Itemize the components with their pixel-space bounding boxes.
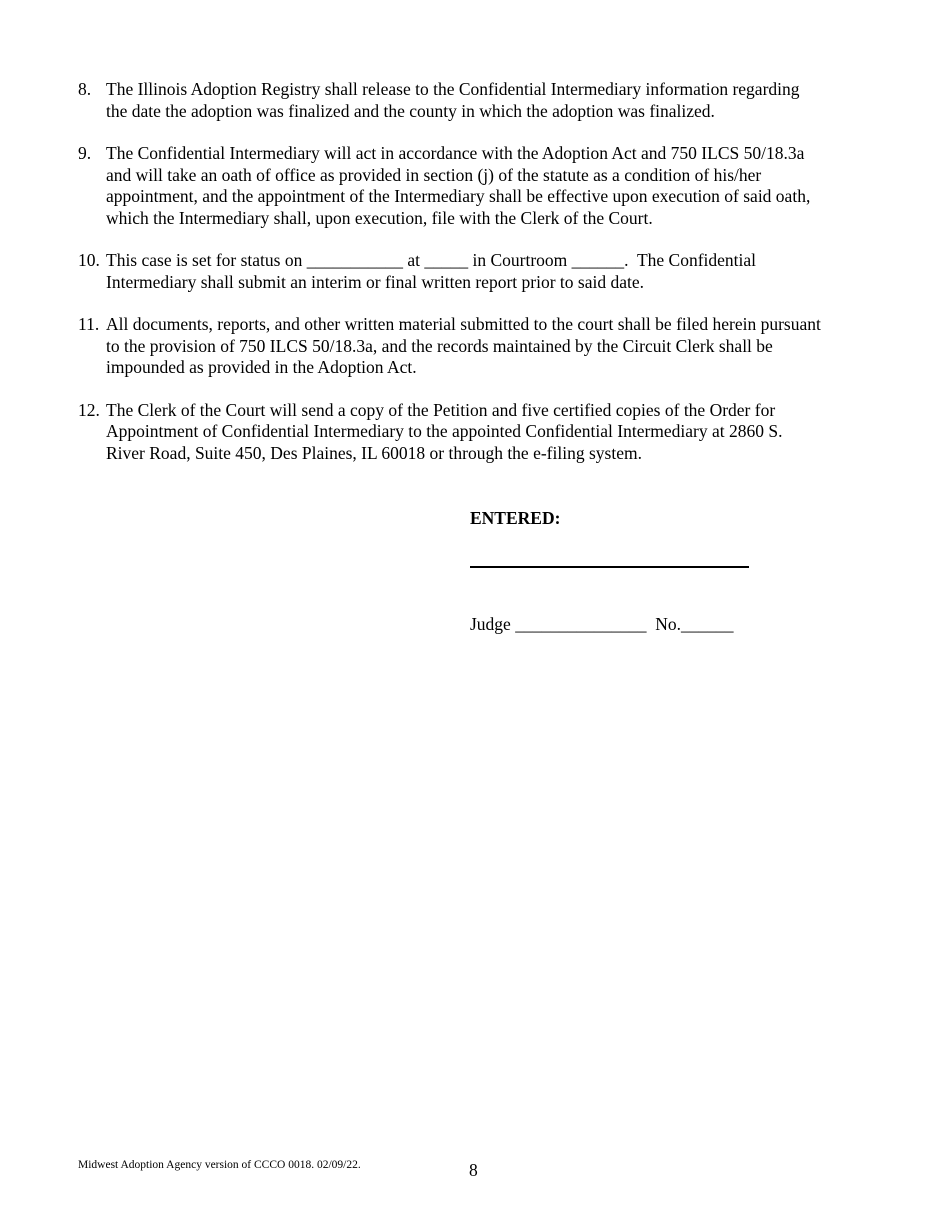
list-item-11 [78, 314, 878, 379]
item-number: 9. [78, 143, 92, 163]
item-number: 11. [78, 314, 100, 334]
footer-version: Midwest Adoption Agency version of CCCO 0018. 02/09/22. [78, 1159, 361, 1171]
item-text: All documents, reports, and other written material submitted to the court shall be filed herein pursuant to the provision of 750 ILCS 50/18.3a, and the records maintained by the Circuit Clerk shall be impounded as provided in the Adoption Act. [106, 314, 821, 377]
item-text: The Clerk of the Court will send a copy of the Petition and five certified copies of the Order for Appointment of Confidential Intermediary to the appointed Confidential Intermediary at 2860 S. River Road, Suite 450, Des Plaines, IL 60018 or through the e-filing system. [106, 399, 783, 463]
entered-label: ENTERED: [470, 508, 561, 528]
list-item-9 [78, 143, 878, 229]
signature-line [470, 566, 749, 568]
list-item-12 [78, 400, 878, 465]
list-item-8 [78, 79, 878, 122]
judge-line: Judge _______________ No.______ [470, 614, 734, 634]
item-number: 8. [78, 79, 92, 99]
numbered-list [78, 79, 878, 485]
list-item-10 [78, 250, 878, 293]
item-number: 10. [78, 250, 100, 270]
page-number: 8 [469, 1160, 478, 1180]
item-text: This case is set for status on ___________ at _____ in Courtroom ______. The Confidential Intermediary shall submit an interim or final written report prior to said date. [106, 250, 757, 292]
item-number: 12. [78, 399, 100, 420]
item-text: The Confidential Intermediary will act in accordance with the Adoption Act and 750 ILCS 50/18.3a and will take an oath of office as provided in section (j) of the statute as a condition of his/her appointment, and the appointment of the Intermediary shall be effective upon execution of said oath, which the Intermediary shall, upon execution, file with the Clerk of the Court. [106, 143, 811, 228]
item-text: The Illinois Adoption Registry shall release to the Confidential Intermediary information regarding the date the adoption was finalized and the county in which the adoption was finalized. [106, 79, 800, 121]
